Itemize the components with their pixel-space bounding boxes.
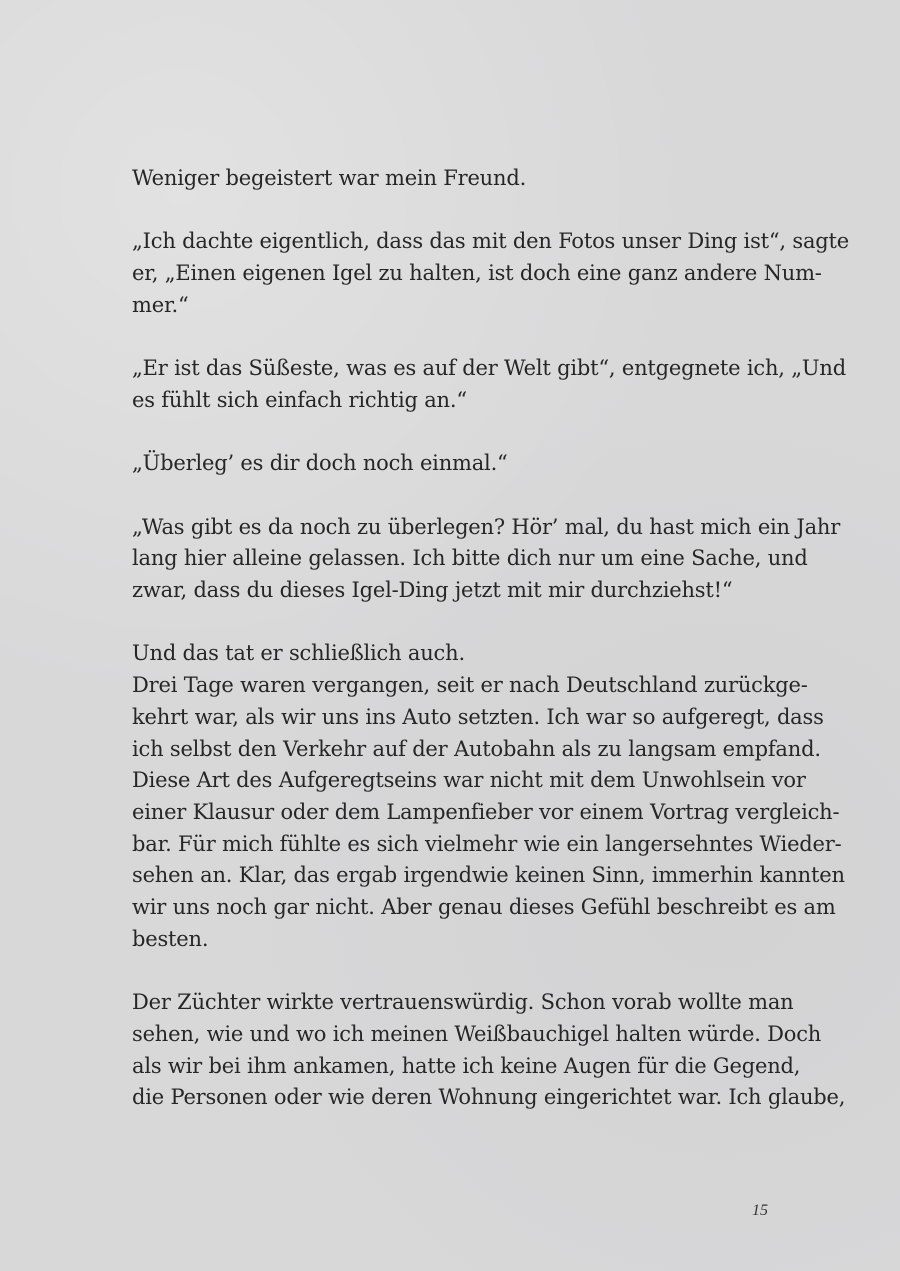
text-line: sehen, wie und wo ich meinen Weißbauchigel halten würde. Doch xyxy=(132,1021,822,1046)
text-line: es fühlt sich einfach richtig an.“ xyxy=(132,387,467,412)
text-line: „Er ist das Süßeste, was es auf der Welt gibt“, entgegnete ich, „Und xyxy=(132,356,846,381)
text-line: besten. xyxy=(132,926,209,951)
text-line: „Ich dachte eigentlich, dass das mit den Fotos unser Ding ist“, sagte xyxy=(132,229,849,254)
text-line: sehen an. Klar, das ergab irgendwie keinen Sinn, immerhin kannten xyxy=(132,863,845,888)
text-line: zwar, dass du dieses Igel-Ding jetzt mit mir durchziehst!“ xyxy=(132,578,733,603)
paragraph-gap xyxy=(132,322,772,354)
body-text xyxy=(132,163,849,1114)
text-line: lang hier alleine gelassen. Ich bitte dich nur um eine Sache, und xyxy=(132,546,808,571)
paragraph-gap xyxy=(132,417,772,449)
text-line: mer.“ xyxy=(132,292,189,317)
text-line: „Überleg’ es dir doch noch einmal.“ xyxy=(132,451,508,476)
text-line: wir uns noch gar nicht. Aber genau dieses Gefühl beschreibt es am xyxy=(132,895,836,920)
text-line: ich selbst den Verkehr auf der Autobahn als zu langsam empfand. xyxy=(132,736,821,761)
paragraph-gap xyxy=(132,956,772,988)
text-line: Und das tat er schließlich auch. xyxy=(132,641,465,666)
text-line: die Personen oder wie deren Wohnung eingerichtet war. Ich glaube, xyxy=(132,1085,846,1110)
text-line: als wir bei ihm ankamen, hatte ich keine Augen für die Gegend, xyxy=(132,1053,801,1078)
text-line: er, „Einen eigenen Igel zu halten, ist doch eine ganz andere Num- xyxy=(132,261,822,286)
page-number: 15 xyxy=(752,1202,768,1219)
paragraph-gap xyxy=(132,195,772,227)
text-line: bar. Für mich fühlte es sich vielmehr wie ein langersehntes Wieder- xyxy=(132,831,842,856)
text-line: einer Klausur oder dem Lampenfieber vor einem Vortrag vergleich- xyxy=(132,799,840,824)
text-line: kehrt war, als wir uns ins Auto setzten. Ich war so aufgeregt, dass xyxy=(132,704,824,729)
paragraph-gap xyxy=(132,480,772,512)
text-line: Diese Art des Aufgeregtseins war nicht mit dem Unwohlsein vor xyxy=(132,768,806,793)
text-line: Weniger begeistert war mein Freund. xyxy=(132,166,527,190)
text-line: Drei Tage waren vergangen, seit er nach Deutschland zurückge- xyxy=(132,673,808,698)
text-line: Der Züchter wirkte vertrauenswürdig. Schon vorab wollte man xyxy=(132,990,794,1015)
text-line: „Was gibt es da noch zu überlegen? Hör’ mal, du hast mich ein Jahr xyxy=(132,514,841,539)
paragraph-gap xyxy=(132,607,772,639)
